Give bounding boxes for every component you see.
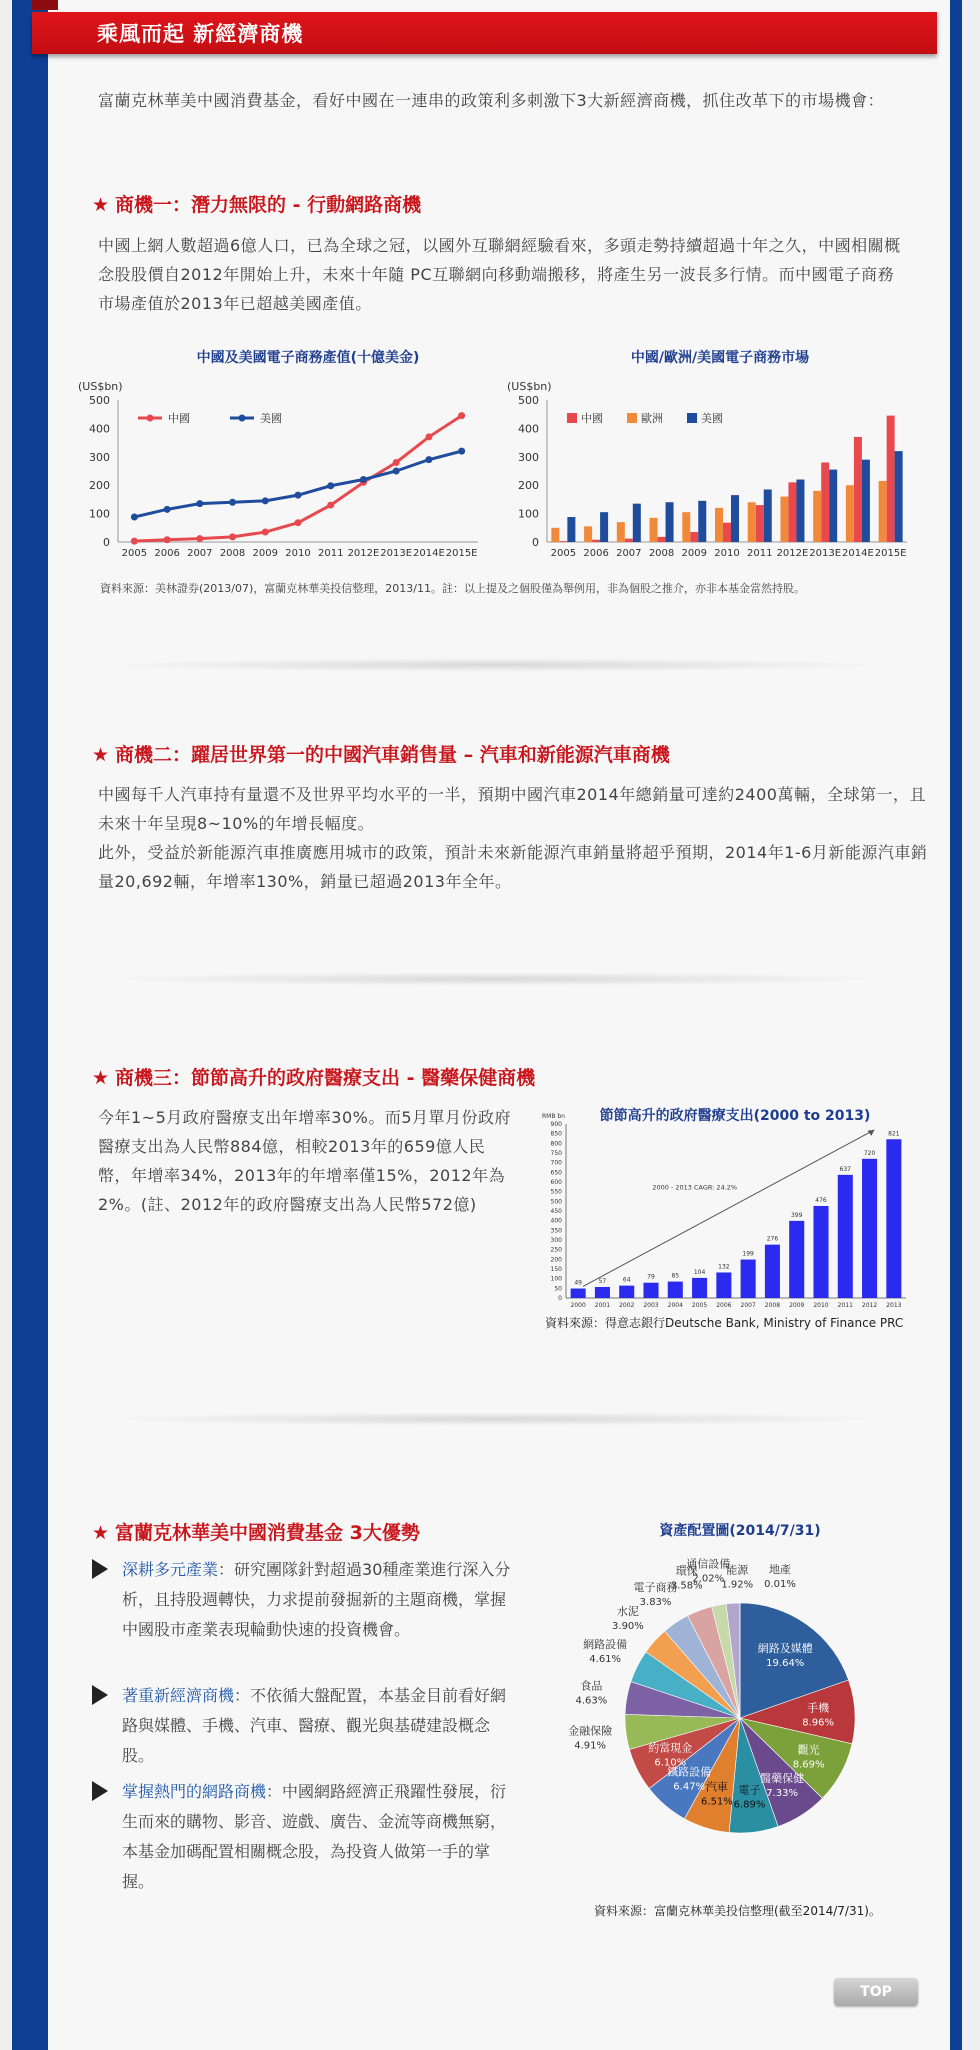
section3-body: 今年1~5月政府醫療支出年增率30%。而5月單月份政府醫療支出為人民幣884億，相較2013年的659億人民幣，年增率34%，2013年的年增率僅15%，2012年為2%。(註、2012年的政府醫療支出為人民幣572億) (98, 1108, 512, 1214)
bar (584, 526, 592, 542)
arrow-icon (92, 1559, 108, 1579)
y-tick-label: 100 (89, 507, 110, 521)
top-button[interactable]: TOP (834, 1978, 918, 2006)
slice-label: 水泥 (616, 1604, 639, 1618)
slice-label: 食品 (580, 1679, 603, 1693)
section2-title: 商機二：躍居世界第一的中國汽車銷售量 – 汽車和新能源汽車商機 (115, 744, 670, 766)
y-tick-label: 750 (550, 1150, 562, 1157)
x-tick-label: 2010 (813, 1302, 829, 1309)
bar (838, 1175, 853, 1298)
legend-label: 中國 (168, 412, 190, 425)
data-label: 821 (888, 1130, 900, 1138)
arrow-icon (92, 1781, 108, 1801)
bar (741, 1260, 756, 1298)
bar (595, 1287, 610, 1298)
slice-percent: 6.47% (673, 1781, 706, 1793)
data-label: 276 (766, 1235, 779, 1243)
legend-swatch (687, 413, 697, 423)
legend-swatch (567, 413, 577, 423)
data-label: 49 (574, 1279, 582, 1287)
data-point (229, 499, 236, 506)
y-axis-label: (US$bn) (507, 380, 552, 393)
x-tick-label: 2013E (809, 548, 842, 559)
x-tick-label: 2001 (594, 1302, 611, 1309)
slice-label: 金融保險 (568, 1724, 613, 1738)
x-tick-label: 2011 (318, 548, 344, 559)
data-label: 57 (598, 1277, 607, 1285)
x-tick-label: 2008 (648, 548, 675, 559)
bar (690, 532, 698, 542)
x-tick-label: 2012E (776, 548, 809, 559)
bar (619, 1286, 634, 1298)
y-tick-label: 900 (550, 1121, 562, 1128)
x-tick-label: 2009 (252, 548, 278, 559)
section3-heading (92, 1063, 535, 1090)
x-tick-label: 2014E (413, 548, 445, 559)
star-icon: ★ (92, 1522, 110, 1544)
bar (764, 489, 772, 542)
bar (829, 470, 837, 542)
slice-label: 網路及媒體 (757, 1642, 813, 1656)
x-tick-label: 2006 (716, 1302, 732, 1309)
slice-percent: 4.63% (575, 1695, 608, 1707)
x-tick-label: 2008 (764, 1302, 781, 1309)
y-tick-label: 200 (89, 479, 110, 493)
bar (600, 512, 608, 542)
bar (756, 505, 764, 542)
data-label: 64 (622, 1276, 631, 1284)
bar (643, 1283, 658, 1298)
advantage-key: 掌握熱門的網路商機 (122, 1782, 267, 1801)
bar (879, 481, 887, 542)
x-tick-label: 2007 (616, 548, 642, 559)
bar (716, 1272, 731, 1298)
x-tick-label: 2007 (187, 548, 213, 559)
slice-percent: 19.64% (766, 1658, 805, 1670)
slice-percent: 8.69% (792, 1759, 825, 1771)
y-tick-label: 50 (554, 1285, 562, 1293)
bar (887, 416, 895, 542)
arrow-icon (92, 1685, 108, 1705)
section1-heading (92, 190, 421, 217)
y-axis-label: (US$bn) (78, 380, 123, 393)
bar (633, 504, 641, 542)
data-label: 637 (839, 1165, 852, 1173)
x-tick-label: 2011 (747, 548, 773, 559)
banner-tab (32, 0, 58, 10)
bar (788, 482, 796, 542)
section4-source: 資料來源：富蘭克林華美投信整理(截至2014/7/31)。 (594, 1904, 881, 1918)
data-point (458, 412, 465, 419)
bar (862, 460, 870, 542)
x-tick-label: 2005 (121, 548, 148, 559)
slice-percent: 2.02% (692, 1573, 725, 1585)
slice-percent: 6.51% (701, 1796, 733, 1808)
bar (765, 1245, 780, 1298)
y-tick-label: 400 (550, 1217, 562, 1225)
x-tick-label: 2009 (681, 548, 707, 559)
bar (625, 539, 633, 542)
x-tick-label: 2006 (154, 548, 180, 559)
slice-label: 鐵路設備 (667, 1765, 712, 1779)
bar (698, 501, 706, 542)
legend-marker (147, 415, 154, 422)
data-point (393, 468, 400, 475)
bar (789, 1221, 804, 1298)
x-tick-label: 2004 (667, 1302, 683, 1309)
chart3-medical-spending (540, 1112, 920, 1312)
y-tick-label: 100 (518, 507, 539, 521)
y-tick-label: 550 (550, 1188, 562, 1196)
data-point (360, 476, 367, 483)
data-label: 476 (815, 1196, 827, 1204)
chart3-title: 節節高升的政府醫療支出(2000 to 2013) (599, 1108, 871, 1124)
y-tick-label: 700 (550, 1159, 562, 1167)
section2-heading (92, 740, 670, 767)
data-point (262, 497, 269, 504)
data-point (425, 456, 432, 463)
x-tick-label: 2005 (550, 548, 577, 559)
x-tick-label: 2011 (837, 1302, 853, 1309)
divider (95, 972, 895, 986)
section4-title: 富蘭克林華美中國消費基金 3大優勢 (115, 1522, 420, 1544)
data-point (393, 459, 400, 466)
data-point (164, 536, 171, 543)
cagr-annotation: 2000 - 2013 CAGR: 24.2% (652, 1183, 738, 1192)
bar (813, 491, 821, 542)
slice-label: 醫藥保健 (760, 1771, 805, 1785)
y-tick-label: 850 (550, 1130, 562, 1138)
y-tick-label: 200 (518, 479, 539, 493)
x-tick-label: 2015E (874, 548, 907, 559)
bar (658, 537, 666, 542)
star-icon: ★ (92, 194, 110, 216)
data-label: 720 (863, 1149, 876, 1157)
slice-percent: 0.01% (764, 1579, 796, 1590)
slice-label: 網路設備 (583, 1637, 628, 1651)
legend-label: 美國 (701, 412, 723, 425)
data-point (131, 514, 138, 521)
bar (617, 522, 625, 542)
x-tick-label: 2014E (842, 548, 874, 559)
data-label: 85 (671, 1272, 680, 1280)
data-point (425, 433, 432, 440)
y-axis-label: RMB bn (542, 1113, 565, 1120)
section4-heading (92, 1518, 420, 1545)
slice-label: 環保 (675, 1564, 698, 1578)
bar (846, 485, 854, 542)
bar (650, 518, 658, 542)
data-point (458, 448, 465, 455)
data-point (164, 506, 171, 513)
slice-label: 能源 (726, 1563, 749, 1577)
series-line (134, 451, 461, 517)
x-tick-label: 2002 (619, 1302, 635, 1309)
advantage-key: 著重新經濟商機 (122, 1686, 235, 1705)
x-tick-label: 2012E (347, 548, 380, 559)
data-point (196, 500, 203, 507)
bar (666, 502, 674, 542)
bar (862, 1159, 877, 1298)
data-point (196, 535, 203, 542)
x-tick-label: 2010 (714, 548, 740, 559)
bar (723, 523, 731, 542)
advantage-item (92, 1777, 512, 1897)
bar (731, 495, 739, 542)
advantage-text: ：研究團隊針對超過30種產業進行深入分析，且持股週轉快，力求提前發掘新的主題商機，掌握中國股市產業表現輪動快速的投資機會。 (122, 1560, 511, 1639)
bar (559, 541, 567, 542)
data-point (229, 533, 236, 540)
section1-title: 商機一：潛力無限的 - 行動網路商機 (115, 194, 422, 216)
data-label: 104 (693, 1268, 706, 1276)
banner-title: 乘風而起 新經濟商機 (97, 22, 304, 46)
x-tick-label: 2012 (861, 1302, 878, 1309)
y-tick-label: 0 (558, 1295, 562, 1302)
y-tick-label: 300 (89, 450, 110, 464)
section2-body1: 中國每千人汽車持有量還不及世界平均水平的一半，預期中國汽車2014年總銷量可達約2400萬輛，全球第一，且未來十年呈現8~10%的年增長幅度。 (98, 785, 926, 833)
y-tick-label: 500 (89, 394, 110, 407)
data-label: 199 (742, 1250, 754, 1258)
slice-label: 地產 (768, 1563, 791, 1576)
x-tick-label: 2009 (789, 1302, 805, 1309)
bar (886, 1139, 901, 1298)
y-tick-label: 400 (518, 422, 539, 436)
x-tick-label: 2000 (570, 1302, 586, 1309)
x-tick-label: 2006 (583, 548, 609, 559)
y-tick-label: 450 (550, 1208, 562, 1215)
y-tick-label: 0 (532, 536, 539, 549)
slice-percent: 3.58% (670, 1580, 703, 1592)
bar (567, 517, 575, 542)
slice-percent: 3.90% (612, 1620, 644, 1632)
banner (32, 12, 937, 54)
legend-swatch (627, 413, 637, 423)
y-tick-label: 200 (550, 1256, 562, 1264)
divider (95, 658, 895, 672)
slice-label: 電子商務 (633, 1580, 678, 1594)
data-point (131, 538, 138, 545)
legend-label: 美國 (260, 412, 282, 425)
data-label: 399 (790, 1211, 803, 1219)
advantage-item (92, 1555, 512, 1645)
data-point (295, 519, 302, 526)
chart1-ecommerce-line (78, 372, 488, 572)
slice-percent: 7.33% (766, 1787, 798, 1799)
divider (95, 1412, 895, 1426)
bar (780, 497, 788, 542)
chart4-asset-allocation-pie (555, 1548, 925, 1908)
x-tick-label: 2003 (643, 1302, 659, 1309)
y-tick-label: 300 (550, 1237, 562, 1244)
bar (748, 502, 756, 542)
slice-percent: 1.92% (721, 1579, 754, 1591)
advantage-key: 深耕多元產業 (122, 1560, 219, 1579)
bar (715, 508, 723, 542)
bar (551, 528, 559, 542)
section2-body2: 此外，受益於新能源汽車推廣應用城市的政策，預計未來新能源汽車銷量將超乎預期，2014年1-6月新能源汽車銷量20,692輛，年增率130%，銷量已超過2013年全年。 (98, 843, 928, 891)
data-label: 132 (718, 1263, 730, 1271)
bar (854, 437, 862, 542)
advantage-item (92, 1681, 512, 1771)
slice-percent: 6.89% (733, 1799, 766, 1811)
slice-percent: 6.10% (654, 1757, 687, 1769)
bar (813, 1206, 828, 1298)
advantage-text: ：中國網路經濟正飛躍性發展，衍生而來的購物、影音、遊戲、廣告、金流等商機無窮，本基金加碼配置相關概念股，為投資人做第一手的掌握。 (122, 1782, 507, 1891)
slice-label: 約當現金 (648, 1741, 693, 1755)
bar (592, 540, 600, 542)
data-point (327, 502, 334, 509)
slice-label: 電子 (738, 1783, 761, 1797)
x-tick-label: 2013 (886, 1302, 902, 1309)
bar (895, 451, 903, 542)
y-tick-label: 500 (550, 1198, 562, 1206)
bar (796, 480, 804, 542)
x-tick-label: 2008 (219, 548, 246, 559)
section1-source: 資料來源：美林證券(2013/07)，富蘭克林華美投信整理，2013/11。註：以上提及之個股僅為舉例用，非為個股之推介，亦非本基金當然持股。 (100, 582, 805, 595)
x-tick-label: 2010 (285, 548, 311, 559)
y-tick-label: 600 (550, 1179, 562, 1186)
slice-percent: 4.91% (574, 1740, 607, 1752)
chart2-title: 中國/歐洲/美國電子商務市場 (630, 350, 810, 366)
data-label: 79 (647, 1273, 655, 1281)
slice-label: 通信設備 (686, 1557, 731, 1571)
bar (668, 1282, 683, 1298)
slice-label: 觀光 (797, 1743, 820, 1757)
chart4-title: 資產配置圖(2014/7/31) (659, 1523, 821, 1539)
intro-text: 富蘭克林華美中國消費基金，看好中國在一連串的政策利多刺激下3大新經濟商機，抓住改革下的市場機會： (98, 91, 885, 110)
bar (821, 462, 829, 542)
y-tick-label: 250 (550, 1246, 562, 1254)
legend-marker (239, 415, 246, 422)
section3-title: 商機三：節節高升的政府醫療支出 - 醫藥保健商機 (115, 1067, 536, 1089)
bar (692, 1278, 707, 1298)
section1-body: 中國上網人數超過6億人口，已為全球之冠，以國外互聯網經驗看來，多頭走勢持續超過十年之久，中國相關概念股股價自2012年開始上升，未來十年隨 PC互聯網向移動端搬移，將產生另一波長多行情。而中國電子商務市場產值於2013年已超越美國產值。 (98, 236, 901, 313)
bar (571, 1289, 586, 1298)
x-tick-label: 2007 (740, 1302, 756, 1309)
star-icon: ★ (92, 1067, 110, 1089)
y-tick-label: 300 (518, 450, 539, 464)
y-tick-label: 150 (550, 1266, 562, 1273)
slice-percent: 3.83% (639, 1596, 672, 1608)
x-tick-label: 2005 (691, 1302, 708, 1309)
data-point (327, 482, 334, 489)
slice-percent: 4.61% (589, 1653, 622, 1665)
bar (682, 512, 690, 542)
y-tick-label: 400 (89, 422, 110, 436)
chart1-title: 中國及美國電子商務產值(十億美金) (196, 350, 420, 366)
y-tick-label: 350 (550, 1227, 562, 1235)
legend-label: 中國 (581, 412, 603, 425)
x-tick-label: 2015E (445, 548, 478, 559)
slice-percent: 8.96% (802, 1717, 834, 1729)
x-tick-label: 2013E (380, 548, 413, 559)
y-tick-label: 800 (550, 1140, 562, 1148)
y-tick-label: 500 (518, 394, 539, 407)
star-icon: ★ (92, 744, 110, 766)
data-point (262, 529, 269, 536)
y-tick-label: 650 (550, 1169, 562, 1177)
section3-source: 資料來源：得意志銀行Deutsche Bank, Ministry of Finance PRC (545, 1316, 904, 1330)
chart2-ecommerce-bar (507, 372, 917, 572)
slice-label: 手機 (807, 1701, 830, 1715)
data-point (295, 492, 302, 499)
advantage-text: ：不依循大盤配置，本基金目前看好網路與媒體、手機、汽車、醫療、觀光與基礎建設概念股。 (122, 1686, 507, 1765)
y-tick-label: 0 (103, 536, 110, 549)
y-tick-label: 100 (550, 1275, 562, 1283)
slice-label: 汽車 (705, 1780, 728, 1794)
legend-label: 歐洲 (641, 412, 663, 425)
